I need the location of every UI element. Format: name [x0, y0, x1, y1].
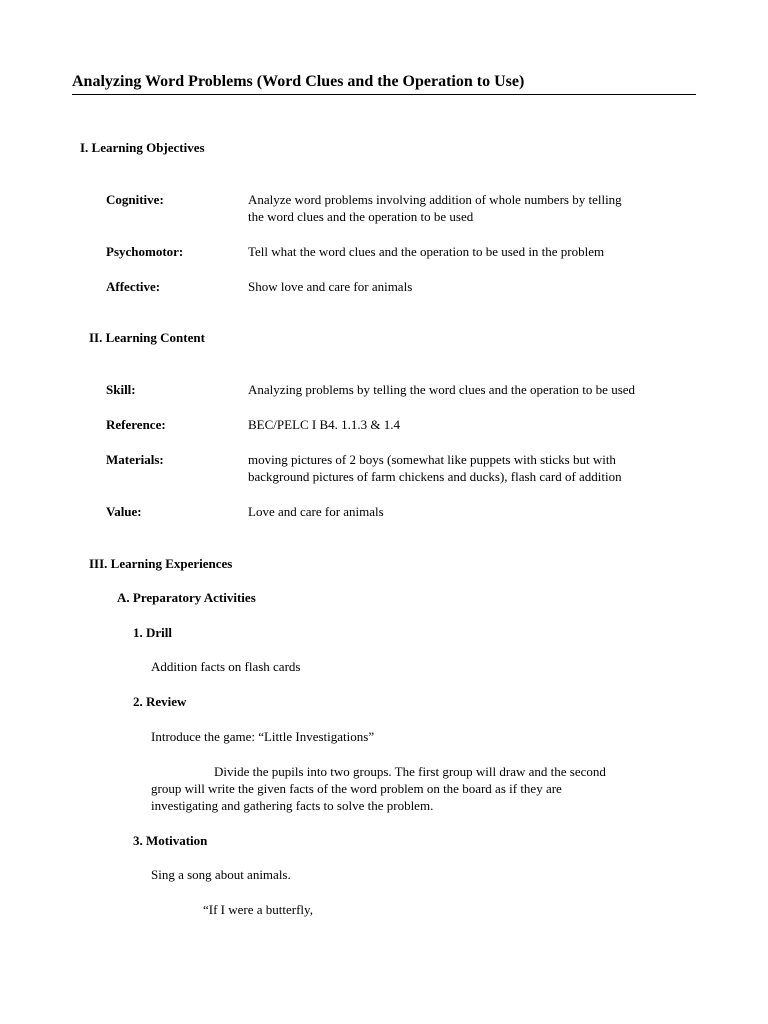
- objective-text-affective: Show love and care for animals: [248, 279, 413, 294]
- content-label-reference: Reference:: [106, 417, 166, 432]
- content-text-value: Love and care for animals: [248, 504, 384, 519]
- content-text-skill: Analyzing problems by telling the word clues and the operation to be used: [248, 382, 636, 397]
- objective-text-psychomotor: Tell what the word clues and the operation to be used in the problem: [248, 244, 605, 259]
- objective-text-cognitive-cont: the word clues and the operation to be used: [248, 209, 474, 224]
- content-label-materials: Materials:: [106, 452, 164, 467]
- section-heading-experiences: III. Learning Experiences: [89, 556, 233, 571]
- document-title: Analyzing Word Problems (Word Clues and the Operation to Use): [72, 73, 525, 90]
- item-heading-motivation: 3. Motivation: [133, 833, 208, 848]
- section-heading-objectives: I. Learning Objectives: [80, 140, 205, 155]
- content-text-materials-cont: background pictures of farm chickens and ducks), flash card of addition: [248, 469, 622, 484]
- subheading-preparatory: A. Preparatory Activities: [117, 590, 256, 605]
- item-text-review: Introduce the game: “Little Investigations”: [151, 729, 375, 744]
- song-quote-line: “If I were a butterfly,: [203, 902, 313, 917]
- item-heading-drill: 1. Drill: [133, 625, 172, 640]
- item-text-drill: Addition facts on flash cards: [151, 659, 301, 674]
- content-text-materials: moving pictures of 2 boys (somewhat like puppets with sticks but with: [248, 452, 616, 467]
- title-underline: [72, 94, 696, 95]
- review-paragraph-line3: investigating and gathering facts to solve the problem.: [151, 798, 434, 813]
- item-text-motivation: Sing a song about animals.: [151, 867, 291, 882]
- objective-label-psychomotor: Psychomotor:: [106, 244, 184, 259]
- content-text-reference: BEC/PELC I B4. 1.1.3 & 1.4: [248, 417, 401, 432]
- content-label-skill: Skill:: [106, 382, 136, 397]
- review-paragraph-line2: group will write the given facts of the word problem on the board as if they are: [151, 781, 562, 796]
- objective-text-cognitive: Analyze word problems involving addition of whole numbers by telling: [248, 192, 622, 207]
- section-heading-content: II. Learning Content: [89, 330, 205, 345]
- objective-label-affective: Affective:: [106, 279, 161, 294]
- item-heading-review: 2. Review: [133, 694, 187, 709]
- review-paragraph-line1: Divide the pupils into two groups. The first group will draw and the second: [214, 764, 606, 779]
- objective-label-cognitive: Cognitive:: [106, 192, 164, 207]
- content-label-value: Value:: [106, 504, 142, 519]
